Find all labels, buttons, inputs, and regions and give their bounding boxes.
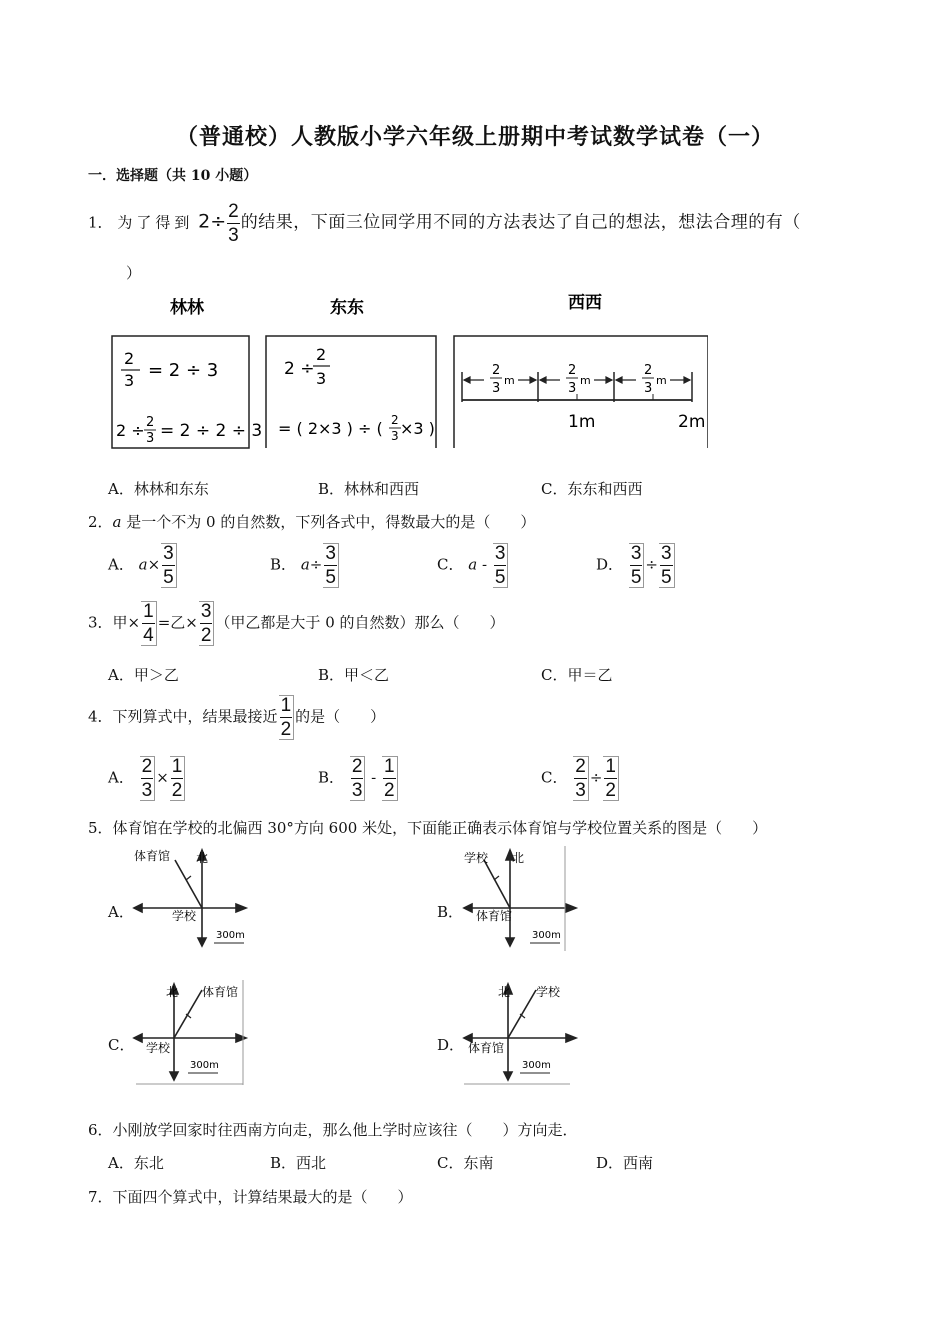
svg-text:体育馆: 体育馆: [476, 909, 513, 923]
q2-text: 是一个不为 0 的自然数，下列各式中，得数最大的是（ ）: [126, 513, 536, 531]
svg-text:m: m: [504, 374, 515, 387]
dong-line2-a: = ( 2×3 ) ÷ (: [278, 419, 383, 438]
xi-1m: 1m: [568, 412, 596, 432]
question-4: 4．下列算式中，结果最接近 $\frac{1}{2}$ 的是（ ）: [88, 695, 386, 740]
q5-diagram-d[interactable]: [460, 980, 580, 1085]
question-3: 3．甲× $\frac{1}{4}$ =乙× $\frac{3}{2}$ （甲乙都是大于 0 的自然数）那么（ ）: [88, 601, 505, 646]
svg-text:300m: 300m: [190, 1060, 219, 1071]
q1-post: 的结果，下面三位同学用不同的方法表达了自己的想法，想法合理的有（: [240, 212, 801, 233]
svg-text:3: 3: [316, 369, 327, 388]
svg-text:300m: 300m: [522, 1060, 551, 1071]
svg-text:学校: 学校: [536, 985, 561, 999]
svg-text:体育馆: 体育馆: [468, 1041, 505, 1055]
lin-line2-lhs: 2 ÷: [116, 421, 145, 440]
q5-diagram-c[interactable]: [130, 980, 250, 1085]
q6-option-a[interactable]: A．东北: [108, 1154, 164, 1172]
svg-text:300m: 300m: [216, 930, 245, 941]
q3-option-a[interactable]: A．甲＞乙: [108, 666, 179, 684]
q5-option-c-label[interactable]: C．: [108, 1036, 135, 1054]
svg-text:体育馆: 体育馆: [202, 985, 239, 999]
q3-option-c[interactable]: C．甲＝乙: [541, 666, 613, 684]
svg-text:2: 2: [492, 363, 501, 378]
xi-2m: 2m: [678, 412, 706, 432]
svg-text:学校: 学校: [464, 851, 489, 865]
svg-text:3: 3: [391, 429, 399, 443]
q5-diagram-b[interactable]: [460, 846, 580, 951]
svg-text:3: 3: [124, 371, 135, 390]
svg-text:300m: 300m: [532, 930, 561, 941]
q5-option-b-label[interactable]: B．: [437, 903, 464, 921]
q5-option-a-label[interactable]: A．: [108, 903, 134, 921]
q4-option-c[interactable]: C． $\frac{2}{3}$ ÷ $\frac{1}{2}$: [541, 756, 620, 801]
q5-diagram-a[interactable]: [130, 846, 250, 951]
svg-text:学校: 学校: [172, 909, 197, 923]
q5-option-d-label[interactable]: D．: [437, 1036, 465, 1054]
q1-number: 1．: [88, 213, 113, 232]
q2-var: a: [112, 513, 122, 531]
question-2: 2．a 是一个不为 0 的自然数，下列各式中，得数最大的是（ ）: [88, 513, 536, 531]
lin-line2-eq: = 2 ÷ 2 ÷ 3: [160, 421, 263, 441]
q2-option-a[interactable]: A． a× $\frac{3}{5}$: [108, 543, 178, 588]
q4-option-b[interactable]: B． $\frac{2}{3}$ - $\frac{1}{2}$: [318, 756, 399, 801]
q1-option-a[interactable]: A．林林和东东: [108, 480, 209, 498]
q2-option-d[interactable]: D． $\frac{3}{5}$ ÷ $\frac{3}{5}$: [596, 543, 676, 588]
section-heading: 一．选择题（共 10 小题）: [88, 168, 258, 184]
svg-text:2: 2: [146, 415, 155, 430]
svg-text:2: 2: [316, 345, 327, 364]
svg-text:体育馆: 体育馆: [134, 849, 171, 863]
svg-text:北: 北: [498, 985, 511, 999]
svg-text:3: 3: [644, 381, 653, 396]
q1-option-b[interactable]: B．林林和西西: [318, 480, 420, 498]
q6-option-b[interactable]: B．西北: [270, 1154, 327, 1172]
svg-text:3: 3: [146, 431, 155, 446]
q3-option-b[interactable]: B．甲＜乙: [318, 666, 390, 684]
question-1: [88, 202, 801, 245]
lin-line1: = 2 ÷ 3: [148, 360, 219, 381]
q6-option-d[interactable]: D．西南: [596, 1154, 654, 1172]
q1-figure: [108, 288, 708, 458]
page-title: （普通校）人教版小学六年级上册期中考试数学试卷（一）: [175, 124, 774, 150]
q1-option-c[interactable]: C．东东和西西: [541, 480, 643, 498]
dong-title: 东东: [330, 298, 364, 318]
dong-line1: 2 ÷: [284, 359, 315, 379]
lin-title: 林林: [170, 298, 204, 318]
svg-text:3: 3: [568, 381, 577, 396]
q2-option-c[interactable]: C． a - $\frac{3}{5}$: [437, 543, 509, 588]
svg-text:m: m: [580, 374, 591, 387]
q1-int: 2÷: [198, 210, 227, 233]
q1-close: ）: [126, 264, 142, 282]
svg-text:2: 2: [391, 413, 399, 427]
svg-text:北: 北: [512, 851, 525, 865]
dong-line2-b: ×3 ): [400, 419, 435, 438]
question-6: 6．小刚放学回家时往西南方向走，那么他上学时应该往（ ）方向走．: [88, 1121, 578, 1139]
question-5: 5．体育馆在学校的北偏西 30°方向 600 米处，下面能正确表示体育馆与学校位置关系的图是（ ）: [88, 819, 768, 837]
svg-text:2: 2: [644, 363, 653, 378]
svg-text:m: m: [656, 374, 667, 387]
svg-text:2: 2: [568, 363, 577, 378]
question-7: 7．下面四个算式中，计算结果最大的是（ ）: [88, 1188, 413, 1206]
xi-title: 西西: [568, 293, 602, 313]
svg-text:学校: 学校: [146, 1041, 171, 1055]
q6-option-c[interactable]: C．东南: [437, 1154, 494, 1172]
q1-frac: $\frac{2}{3}$: [228, 201, 239, 246]
svg-text:3: 3: [492, 381, 501, 396]
q2-option-b[interactable]: B． a÷ $\frac{3}{5}$: [270, 543, 340, 588]
svg-text:北: 北: [166, 985, 179, 999]
q1-prefix: 为了得到: [117, 213, 194, 232]
svg-text:北: 北: [196, 851, 209, 865]
svg-text:2: 2: [124, 349, 135, 368]
q4-option-a[interactable]: A． $\frac{2}{3}$ × $\frac{1}{2}$: [108, 756, 186, 801]
